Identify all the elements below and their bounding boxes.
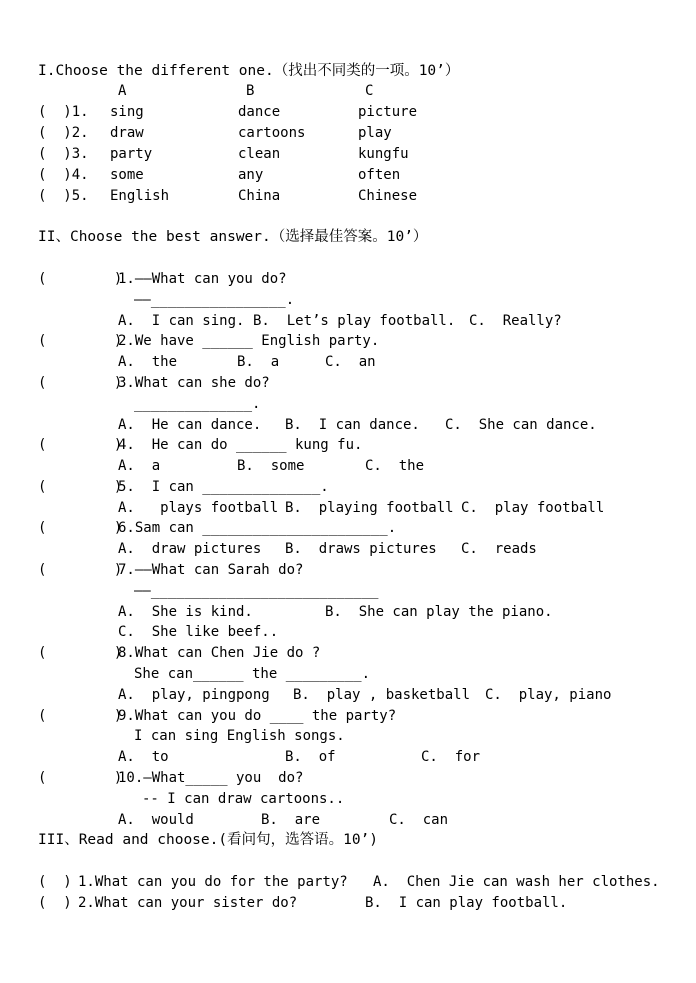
answer-blank[interactable]: ( )	[38, 375, 123, 391]
option-b: dance	[238, 104, 281, 120]
option-a: A. She is kind.	[118, 604, 253, 620]
question-line2: I can sing English songs.	[134, 728, 345, 744]
option-b: B. She can play the piano.	[325, 604, 553, 620]
question-stem: 1.——What can you do?	[118, 271, 287, 287]
section1-title: I.Choose the different one.（找出不同类的一项。10’）	[38, 63, 460, 79]
answer-blank[interactable]: ( )3.	[38, 146, 89, 162]
question-stem: 2.We have ______ English party.	[118, 333, 380, 349]
option-a: English	[110, 188, 170, 204]
question-line2: -- I can draw cartoons..	[142, 791, 345, 807]
answer-blank[interactable]: ( )	[38, 479, 123, 495]
answer-blank[interactable]: ( )	[38, 437, 123, 453]
option-a: A. I can sing.	[118, 313, 245, 329]
option-a: party	[110, 146, 153, 162]
answer-blank[interactable]: ( )	[38, 271, 123, 287]
response-blank: ______________.	[134, 396, 261, 412]
answer-blank[interactable]: ( )	[38, 708, 123, 724]
option-b: B. playing football	[285, 500, 454, 516]
question-stem: 6.Sam can ______________________.	[118, 520, 397, 536]
answer-blank[interactable]: ( )	[38, 645, 123, 661]
answer-blank[interactable]: ( )	[38, 562, 123, 578]
option-c: C. Really?	[469, 313, 562, 329]
option-b: any	[238, 167, 264, 183]
option-b: B. I can dance.	[285, 417, 420, 433]
option-c: C. can	[389, 812, 449, 828]
answer-blank[interactable]: ( )	[38, 333, 123, 349]
option-a: some	[110, 167, 144, 183]
option-b: B. play , basketball	[293, 687, 471, 703]
option-a: draw	[110, 125, 144, 141]
option-b: B. Let’s play football.	[253, 313, 456, 329]
question-text: 2.What can your sister do?	[78, 895, 298, 911]
section3-title: III、Read and choose.(看问句，选答语。10’)	[38, 832, 379, 848]
option-c: C. reads	[461, 541, 537, 557]
option-c: play	[358, 125, 392, 141]
option-c: C. play football	[461, 500, 605, 516]
question-stem: 10.—What_____ you do?	[118, 770, 304, 786]
option-a: A. the	[118, 354, 178, 370]
option-b: B. some	[237, 458, 305, 474]
question-text: 1.What can you do for the party?	[78, 874, 348, 890]
answer-blank[interactable]: ( )	[38, 874, 72, 890]
option-c: C. for	[421, 749, 481, 765]
option-c: C. an	[325, 354, 376, 370]
answer-blank[interactable]: ( )	[38, 895, 72, 911]
option-a: A. a	[118, 458, 161, 474]
question-stem: 5. I can ______________.	[118, 479, 329, 495]
answer-blank[interactable]: ( )4.	[38, 167, 89, 183]
option-b: B. a	[237, 354, 280, 370]
option-a: A. draw pictures	[118, 541, 262, 557]
option-b: B. are	[261, 812, 321, 828]
question-stem: 9.What can you do ____ the party?	[118, 708, 397, 724]
question-line2: She can______ the _________.	[134, 666, 371, 682]
option-c: often	[358, 167, 401, 183]
option-b: clean	[238, 146, 281, 162]
option-a: A. to	[118, 749, 169, 765]
response-blank: ——___________________________	[134, 583, 379, 599]
option-b: B. draws pictures	[285, 541, 437, 557]
question-stem: 7.——What can Sarah do?	[118, 562, 304, 578]
column-b-header: B	[246, 83, 255, 99]
option-a: A. play, pingpong	[118, 687, 270, 703]
option-c: C. the	[365, 458, 425, 474]
option-a: A. He can dance.	[118, 417, 262, 433]
option-b: cartoons	[238, 125, 306, 141]
option-a: A. would	[118, 812, 194, 828]
answer-blank[interactable]: ( )	[38, 770, 123, 786]
section2-title: II、Choose the best answer.（选择最佳答案。10’）	[38, 229, 428, 245]
option-b: B. of	[285, 749, 336, 765]
option-c: kungfu	[358, 146, 409, 162]
answer-option: A. Chen Jie can wash her clothes.	[373, 874, 660, 890]
option-a: sing	[110, 104, 144, 120]
response-blank: ——________________.	[134, 292, 295, 308]
answer-blank[interactable]: ( )1.	[38, 104, 89, 120]
option-c: picture	[358, 104, 418, 120]
answer-blank[interactable]: ( )2.	[38, 125, 89, 141]
option-b: China	[238, 188, 281, 204]
question-stem: 4. He can do ______ kung fu.	[118, 437, 363, 453]
option-c: C. She like beef..	[118, 624, 279, 640]
option-c: C. play, piano	[485, 687, 612, 703]
option-c: Chinese	[358, 188, 418, 204]
option-c: C. She can dance.	[445, 417, 597, 433]
answer-blank[interactable]: ( )	[38, 520, 123, 536]
column-c-header: C	[365, 83, 374, 99]
question-stem: 3.What can she do?	[118, 375, 270, 391]
answer-option: B. I can play football.	[365, 895, 568, 911]
question-stem: 8.What can Chen Jie do ?	[118, 645, 321, 661]
answer-blank[interactable]: ( )5.	[38, 188, 89, 204]
column-a-header: A	[118, 83, 127, 99]
option-a: A. plays football	[118, 500, 279, 516]
